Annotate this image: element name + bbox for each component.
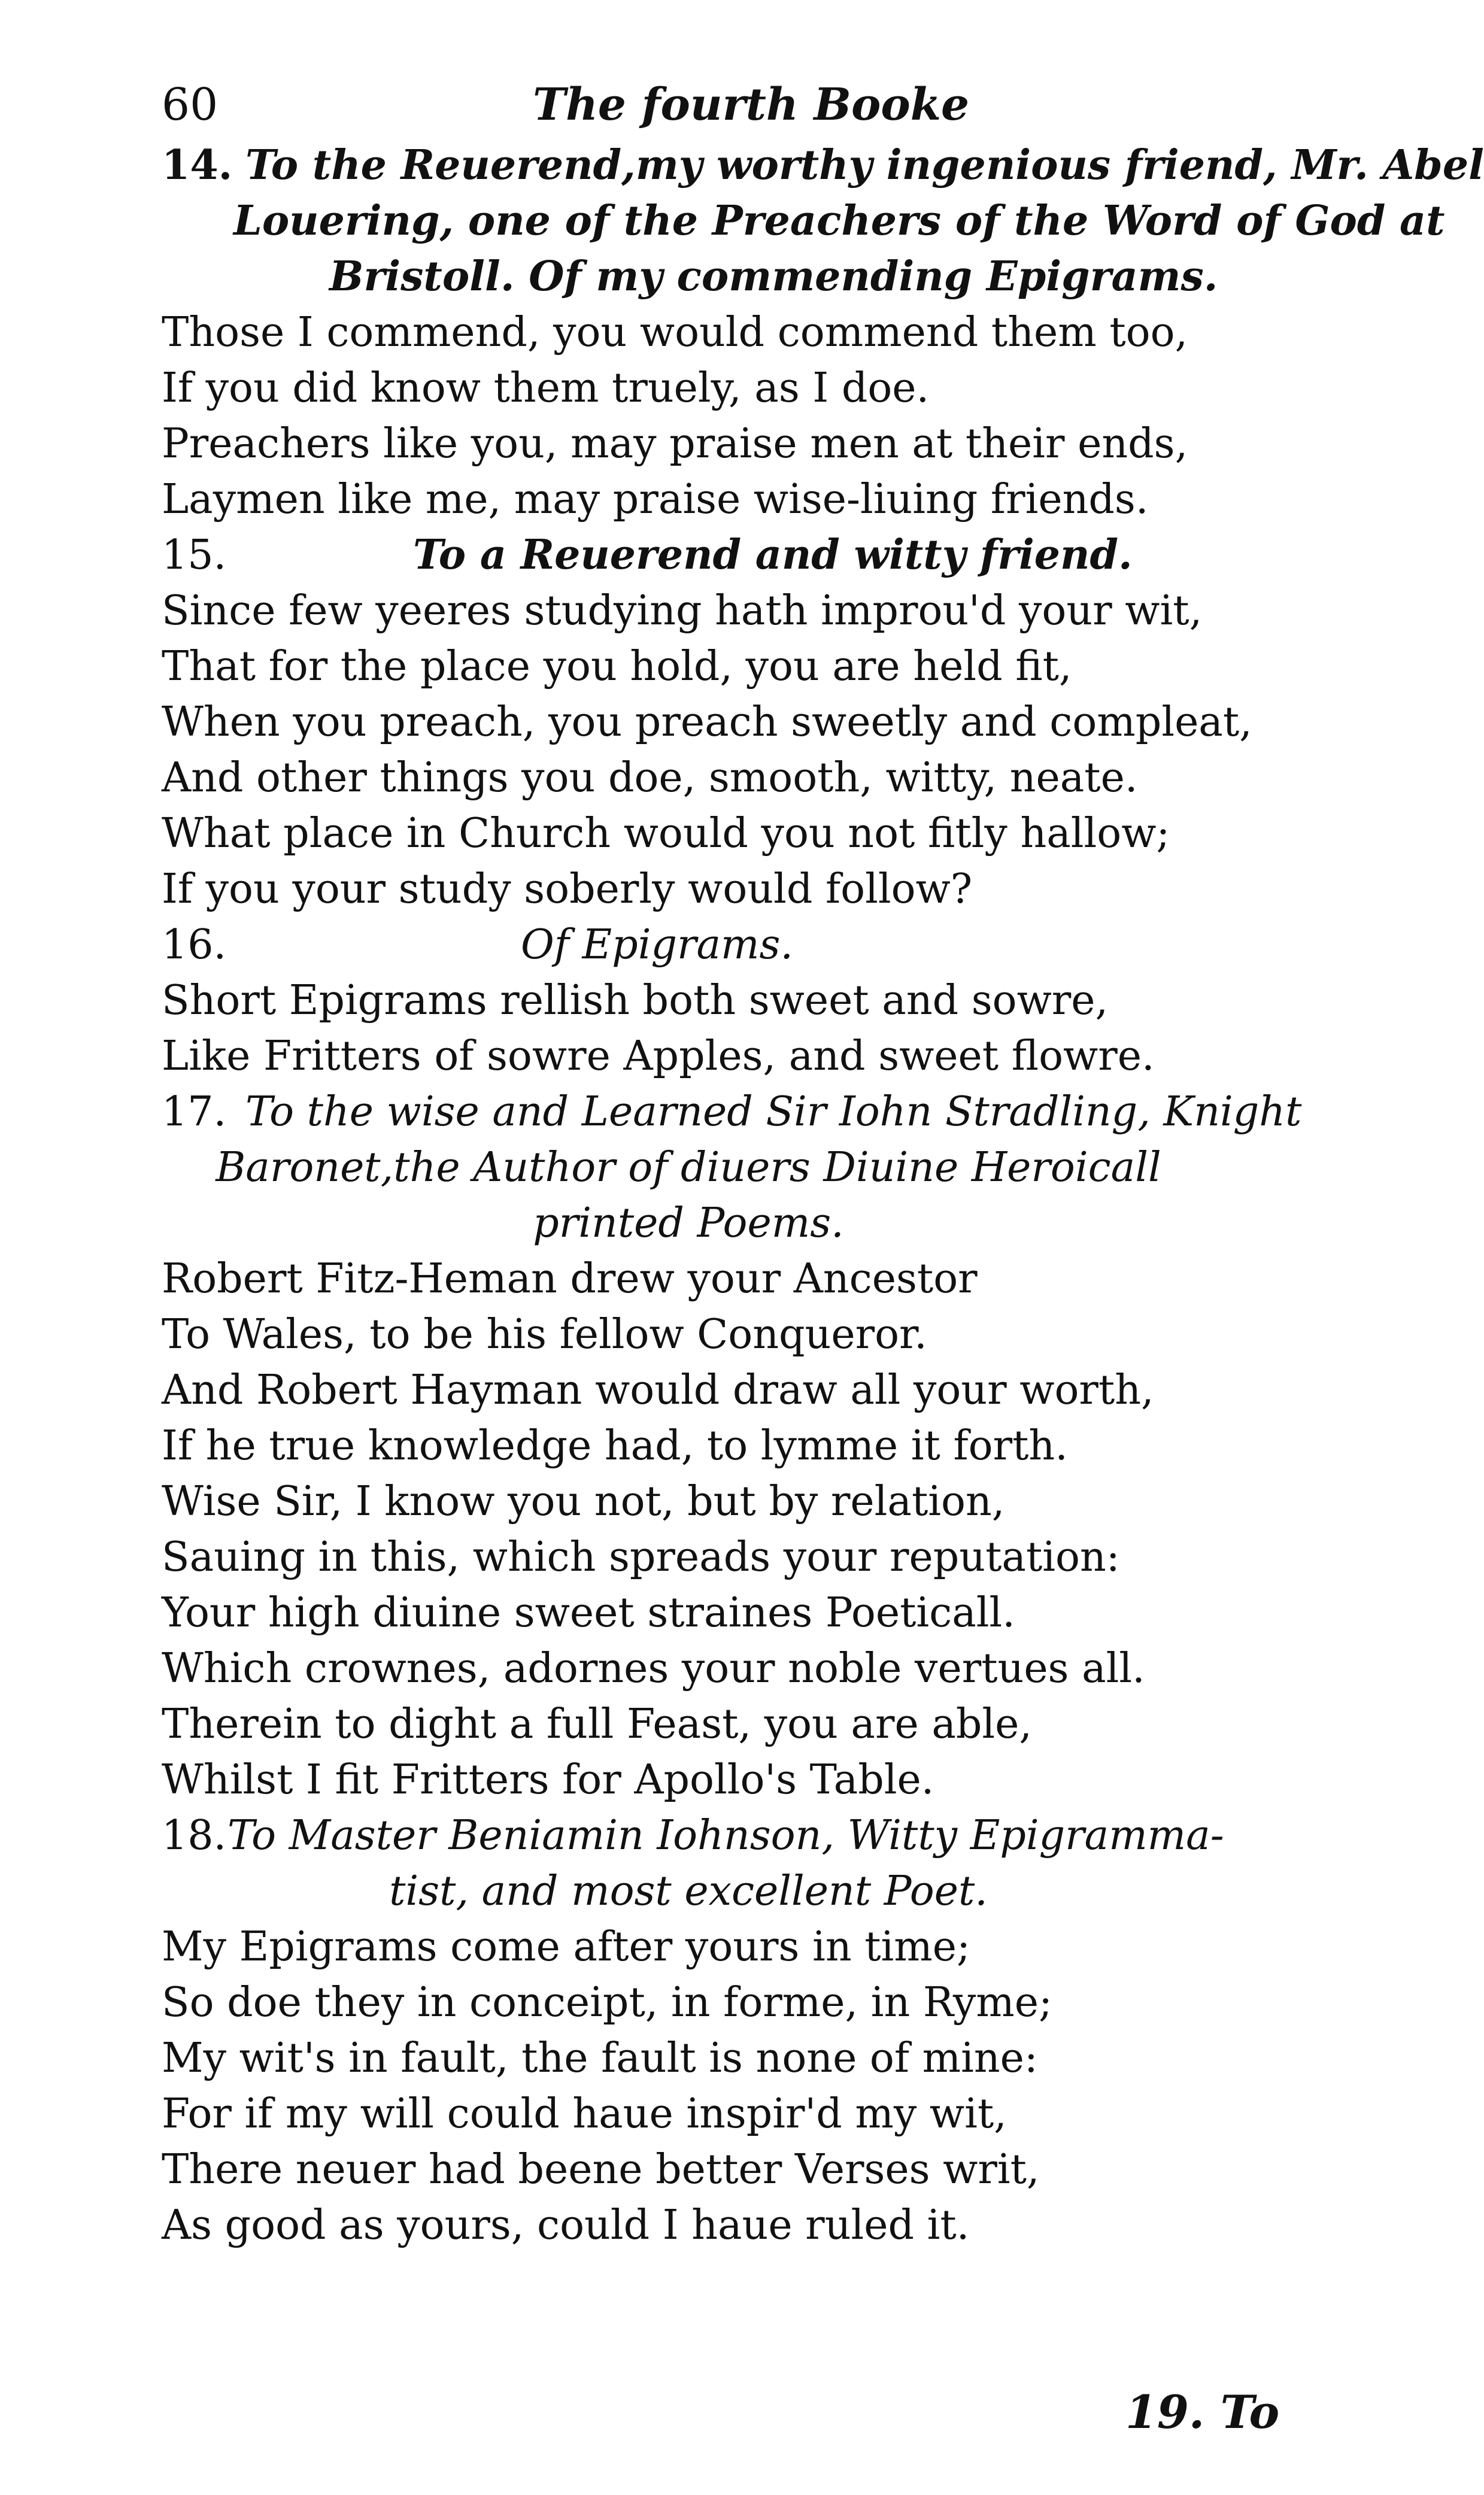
poem-title-line: Of Epigrams. bbox=[521, 921, 794, 969]
poem-number: 14. bbox=[162, 141, 233, 189]
poem-title-line: To the wise and Learned Sir Iohn Stradling, Knight bbox=[245, 1088, 1302, 1136]
verse-line: So doe they in conceipt, in forme, in Ryme; bbox=[162, 1979, 1052, 2026]
poem-heading bbox=[162, 527, 1287, 583]
verse-line: Therein to dight a full Feast, you are able, bbox=[162, 1701, 1032, 1748]
verse-line: For if my will could haue inspir'd my wit, bbox=[162, 2090, 1007, 2138]
verse-line: There neuer had beene better Verses writ, bbox=[162, 2146, 1040, 2193]
verse-line: What place in Church would you not fitly hallow; bbox=[162, 810, 1170, 857]
poem-heading bbox=[162, 1808, 1287, 1863]
verse-line: Which crownes, adornes your noble vertues all. bbox=[162, 1645, 1145, 1692]
verse-line: Preachers like you, may praise men at their ends, bbox=[162, 420, 1188, 468]
catchword: 19. To bbox=[1125, 2385, 1280, 2439]
poem-17 bbox=[162, 1084, 1302, 1808]
poem-title-line: tist, and most excellent Poet. bbox=[389, 1868, 988, 1915]
verse-line: My Epigrams come after yours in time; bbox=[162, 1923, 970, 1971]
verse-line: Your high diuine sweet straines Poeticall. bbox=[162, 1589, 1015, 1637]
verse-line: Robert Fitz-Heman drew your Ancestor bbox=[162, 1255, 978, 1303]
verse-line: Laymen like me, may praise wise-liuing friends. bbox=[162, 476, 1149, 523]
poem-title-line: To Master Beniamin Iohnson, Witty Epigramma- bbox=[227, 1812, 1224, 1859]
poem-number: 18. bbox=[162, 1812, 227, 1859]
verse-line: And other things you doe, smooth, witty, neate. bbox=[162, 754, 1138, 802]
verse-line: Short Epigrams rellish both sweet and sowre, bbox=[162, 977, 1109, 1024]
verse-line: To Wales, to be his fellow Conqueror. bbox=[162, 1311, 927, 1358]
verse-line: Like Fritters of sowre Apples, and sweet flowre. bbox=[162, 1033, 1155, 1080]
poem-title-line: Louering, one of the Preachers of the Word of God at bbox=[233, 197, 1445, 245]
verse-line: Whilst I fit Fritters for Apollo's Table. bbox=[162, 1756, 934, 1804]
verse-line: Since few yeeres studying hath improu'd your wit, bbox=[162, 587, 1203, 635]
verse-line: If you did know them truely, as I doe. bbox=[162, 365, 930, 412]
verse-line: My wit's in fault, the fault is none of mine: bbox=[162, 2035, 1038, 2082]
verse-line: Those I commend, you would commend them too, bbox=[162, 309, 1188, 356]
poem-heading bbox=[162, 917, 1287, 973]
verse-line: If you your study soberly would follow? bbox=[162, 866, 973, 913]
verse-line: If he true knowledge had, to lymme it forth. bbox=[162, 1422, 1068, 1470]
verse-line: Wise Sir, I know you not, but by relation, bbox=[162, 1478, 1005, 1525]
running-title: The fourth Booke bbox=[533, 79, 970, 130]
verse-line: Sauing in this, which spreads your reputation: bbox=[162, 1534, 1120, 1581]
poem-title-line: Baronet,the Author of diuers Diuine Heroicall bbox=[216, 1144, 1161, 1191]
running-head bbox=[162, 72, 1287, 138]
verse-line: As good as yours, could I haue ruled it. bbox=[162, 2202, 970, 2249]
poem-18 bbox=[162, 1808, 1287, 2253]
verse-line: When you preach, you preach sweetly and compleat, bbox=[162, 699, 1252, 746]
poem-number: 16. bbox=[162, 921, 227, 969]
page-number: 60 bbox=[162, 79, 218, 130]
poem-14 bbox=[162, 138, 1484, 527]
poem-16 bbox=[162, 917, 1287, 1084]
poem-title-line: Bristoll. Of my commending Epigrams. bbox=[329, 253, 1218, 301]
poem-heading bbox=[162, 138, 1484, 193]
poem-15 bbox=[162, 527, 1287, 917]
text-column bbox=[162, 72, 1484, 2253]
poem-number: 17. bbox=[162, 1088, 227, 1136]
poem-title-line: To a Reuerend and witty friend. bbox=[413, 531, 1133, 579]
verse-line: And Robert Hayman would draw all your worth, bbox=[162, 1367, 1154, 1414]
poem-title-line: To the Reuerend,my worthy ingenious friend, Mr. Abel bbox=[245, 141, 1484, 189]
poem-number: 15. bbox=[162, 532, 227, 579]
poem-title-line: printed Poems. bbox=[533, 1200, 844, 1247]
poem-heading bbox=[162, 1084, 1302, 1140]
verse-line: That for the place you hold, you are held fit, bbox=[162, 643, 1072, 690]
